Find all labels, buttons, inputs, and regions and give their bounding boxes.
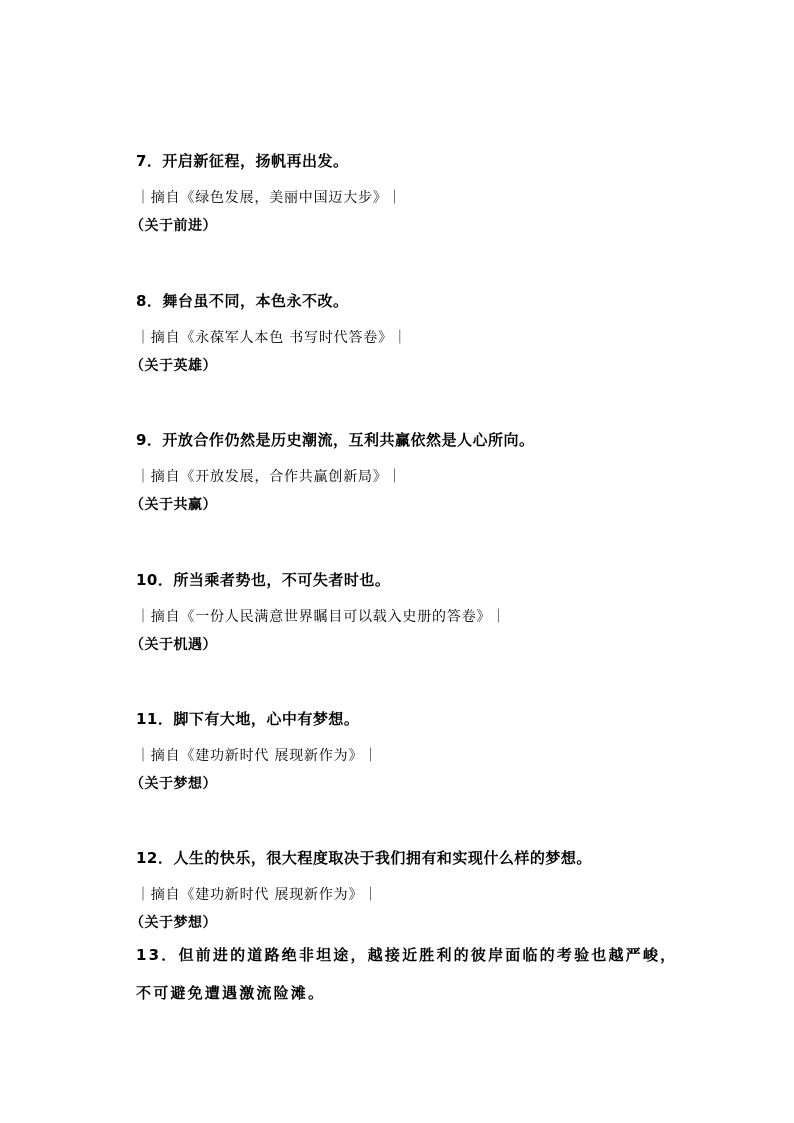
quote-13-line2: 不可避免遭遇激流险滩。	[136, 984, 326, 1002]
quote-12: 12．人生的快乐，很大程度取决于我们拥有和实现什么样的梦想。	[136, 849, 592, 867]
quote-7: 7．开启新征程，扬帆再出发。	[136, 152, 349, 170]
source-7: ｜摘自《绿色发展，美丽中国迈大步》｜	[136, 190, 403, 206]
source-10: ｜摘自《一份人民满意世界瞩目可以载入史册的答卷》｜	[136, 609, 506, 625]
tag-10: （关于机遇）	[130, 637, 217, 653]
source-8: ｜摘自《永葆军人本色 书写时代答卷》｜	[136, 330, 408, 346]
tag-8: （关于英雄）	[130, 358, 217, 374]
quote-9: 9．开放合作仍然是历史潮流，互利共赢依然是人心所向。	[136, 431, 535, 449]
source-11: ｜摘自《建功新时代 展现新作为》｜	[136, 748, 379, 764]
tag-11: （关于梦想）	[130, 776, 217, 792]
source-12: ｜摘自《建功新时代 展现新作为》｜	[136, 887, 379, 903]
quote-11: 11．脚下有大地，心中有梦想。	[136, 710, 360, 728]
quote-13-line1: 13．但前进的道路绝非坦途，越接近胜利的彼岸面临的考验也越严峻，	[136, 946, 678, 964]
tag-9: （关于共赢）	[130, 497, 217, 513]
tag-7: （关于前进）	[130, 218, 217, 234]
quote-10: 10．所当乘者势也，不可失者时也。	[136, 571, 391, 589]
source-9: ｜摘自《开放发展，合作共赢创新局》｜	[136, 469, 403, 485]
tag-12: （关于梦想）	[130, 915, 217, 931]
quote-8: 8．舞台虽不同，本色永不改。	[136, 292, 349, 310]
